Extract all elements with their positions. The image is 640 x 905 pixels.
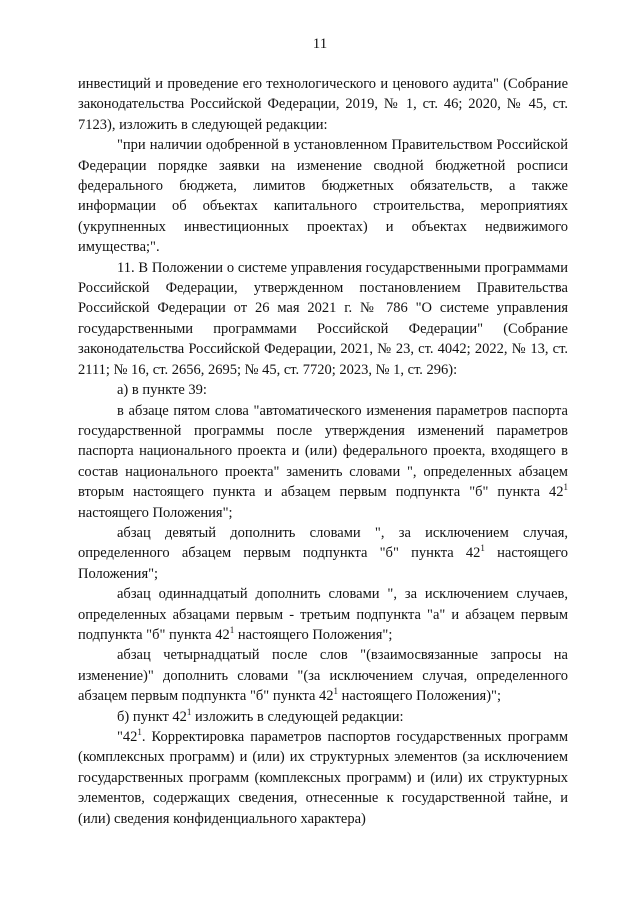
paragraph-text: 11. В Положении о системе управления государственными программами Российской Федерации, утвержденном постановлением Правительства Российской Федерации от 26 мая 2021 г. № 786 "О системе управления государственными программами Российской Федерации" (Собрание законодательства Российской Федерации, 2021, № 23, ст. 4042; 2022, № 13, ст. 2111; № 16, ст. 2656, 2695; № 45, ст. 7720; 2023, № 1, ст. 296): (78, 259, 568, 378)
paragraph-text: абзац девятый дополнить словами ", за исключением случая, определенного абзацем первым подпункта "б" пункта 42 (78, 524, 568, 562)
superscript: 1 (186, 706, 192, 717)
paragraph-text: инвестиций и проведение его технологического и ценового аудита" (Собрание законодательства Российской Федерации, 2019, № 1, ст. 46; 2020, № 45, ст. 7123), изложить в следующей редакции: (78, 76, 568, 133)
superscript: 1 (480, 543, 485, 554)
paragraph (78, 523, 568, 584)
paragraph (78, 380, 568, 400)
page-number: 11 (312, 36, 328, 52)
paragraph-text: а) в пункте 39: (117, 382, 207, 399)
paragraph-text: в абзаце пятом слова "автоматического изменения параметров паспорта государственной программы после утверждения изменений параметров паспорта национального проекта и (или) федерального проекта, входящего в состав национального проекта" заменить словами ", определенных абзацем вторым настоящего пункта и абзацем первым подпункта "б" пункта 42 (78, 402, 568, 501)
paragraph (78, 74, 568, 135)
paragraph (78, 135, 568, 257)
paragraph (78, 584, 568, 645)
paragraph-text: настоящего Положения"; (78, 504, 233, 521)
paragraph (78, 258, 568, 380)
paragraph-text: абзац четырнадцатый после слов "(взаимосвязанные запросы на изменение)" дополнить словами "(за исключением случая, определенного абзацем первым подпункта "б" пункта 42 (78, 647, 568, 705)
paragraph-text: "при наличии одобренной в установленном Правительством Российской Федерации порядке заявки на изменение сводной бюджетной росписи федерального бюджета, лимитов бюджетных обязательств, а также информации об объектах капитального строительства, мероприятиях (укрупненных инвестиционных проектах) и объектах недвижимого имущества;". (78, 137, 568, 256)
paragraph-text: абзац одиннадцатый дополнить словами ", за исключением случаев, определенных абзацами первым - третьим подпункта "а" и абзацем первым подпункта "б" пункта 42 (78, 586, 568, 643)
paragraph-text: настоящего Положения"; (234, 626, 393, 643)
paragraph-text: "42 (117, 729, 138, 745)
paragraph-text: изложить в следующей редакции: (191, 708, 404, 725)
superscript: 1 (333, 686, 339, 697)
paragraph-text: настоящего Положения"; (78, 545, 569, 582)
paragraph-text: б) пункт 42 (117, 708, 187, 725)
superscript: 1 (229, 625, 235, 636)
paragraph (78, 401, 568, 523)
superscript: 1 (563, 482, 568, 493)
paragraph (78, 727, 568, 829)
paragraph-text: . Корректировка параметров паспортов государственных программ (комплексных программ) и (или) их структурных элементов (за исключением государственных программ (комплексных программ) и (или) их структурных элементов, содержащих сведения, отнесенные к государственной тайне, и (или) сведения конфиденциального характера) (78, 729, 568, 827)
superscript: 1 (137, 727, 142, 738)
document-body (78, 74, 568, 829)
paragraph (78, 707, 568, 727)
paragraph-text: настоящего Положения)"; (338, 688, 502, 705)
paragraph (78, 645, 568, 706)
